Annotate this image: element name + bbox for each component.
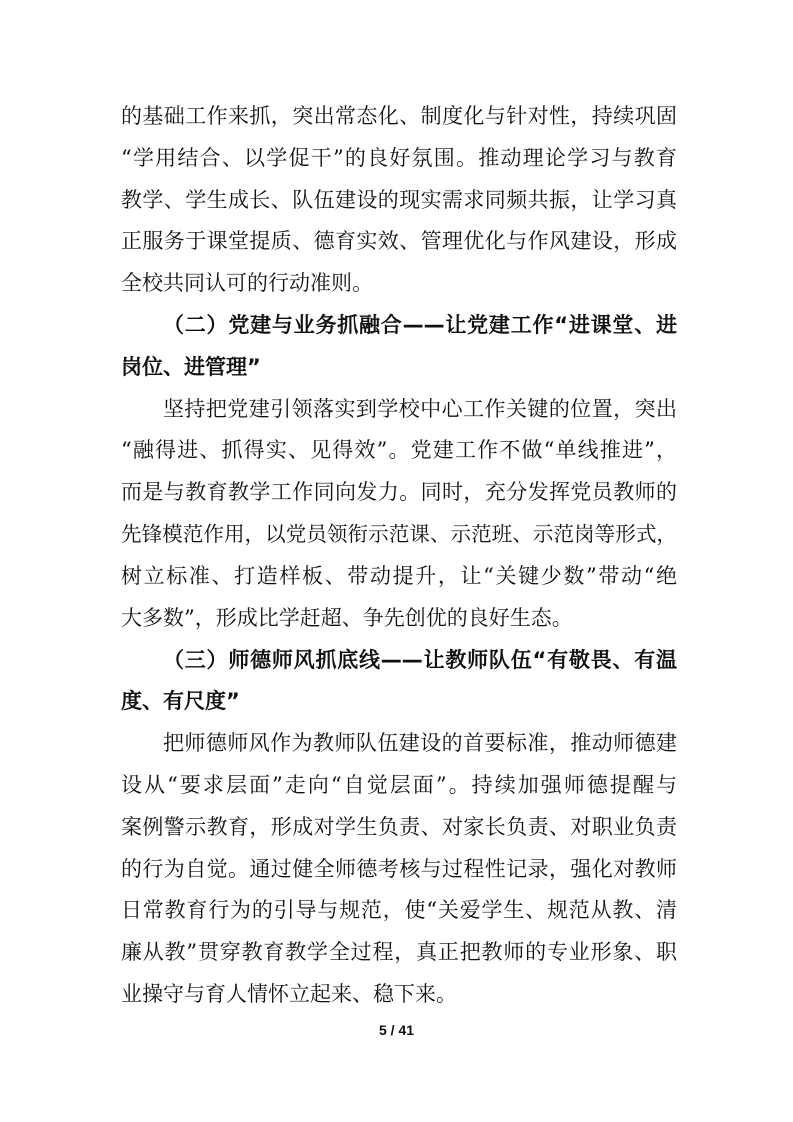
- paragraph-line: “融得进、抓得实、见得效”。党建工作不做“单线推进”，: [121, 438, 677, 462]
- paragraph-line: 教学、学生成长、队伍建设的现实需求同频共振，让学习真: [121, 188, 677, 212]
- paragraph-line: 正服务于课堂提质、德育实效、管理优化与作风建设，形成: [121, 229, 677, 253]
- paragraph-line: 的基础工作来抓，突出常态化、制度化与针对性，持续巩固: [121, 104, 677, 128]
- paragraph-line: 业操守与育人情怀立起来、稳下来。: [121, 982, 457, 1006]
- paragraph-line: 全校共同认可的行动准则。: [121, 271, 373, 295]
- paragraph-line: 把师德师风作为教师队伍建设的首要标准，推动师德建: [163, 731, 677, 755]
- heading-line: 度、有尺度”: [121, 689, 240, 713]
- page-number: 5 / 41: [378, 1022, 415, 1038]
- heading-line: （二）党建与业务抓融合——让党建工作“进课堂、进: [163, 313, 677, 337]
- paragraph-line: 设从“要求层面”走向“自觉层面”。持续加强师德提醒与: [121, 773, 677, 797]
- paragraph-line: 日常教育行为的引导与规范，使“关爱学生、规范从教、清: [121, 898, 677, 922]
- paragraph-line: 的行为自觉。通过健全师德考核与过程性记录，强化对教师: [121, 857, 677, 881]
- paragraph-line: 大多数”，形成比学赶超、争先创优的良好生态。: [121, 606, 573, 630]
- paragraph-line: 案例警示教育，形成对学生负责、对家长负责、对职业负责: [121, 815, 677, 839]
- paragraph-line: 先锋模范作用，以党员领衔示范课、示范班、示范岗等形式，: [121, 522, 677, 546]
- paragraph-line: “学用结合、以学促干”的良好氛围。推动理论学习与教育: [121, 146, 677, 170]
- paragraph-line: 廉从教”贯穿教育教学全过程，真正把教师的专业形象、职: [121, 940, 677, 964]
- paragraph-line: 坚持把党建引领落实到学校中心工作关键的位置，突出: [163, 397, 677, 421]
- heading-line: （三）师德师风抓底线——让教师队伍“有敬畏、有温: [163, 648, 677, 672]
- heading-line: 岗位、进管理”: [121, 355, 261, 379]
- paragraph-line: 树立标准、打造样板、带动提升，让“关键少数”带动“绝: [121, 564, 677, 588]
- paragraph-line: 而是与教育教学工作同向发力。同时，充分发挥党员教师的: [121, 480, 677, 504]
